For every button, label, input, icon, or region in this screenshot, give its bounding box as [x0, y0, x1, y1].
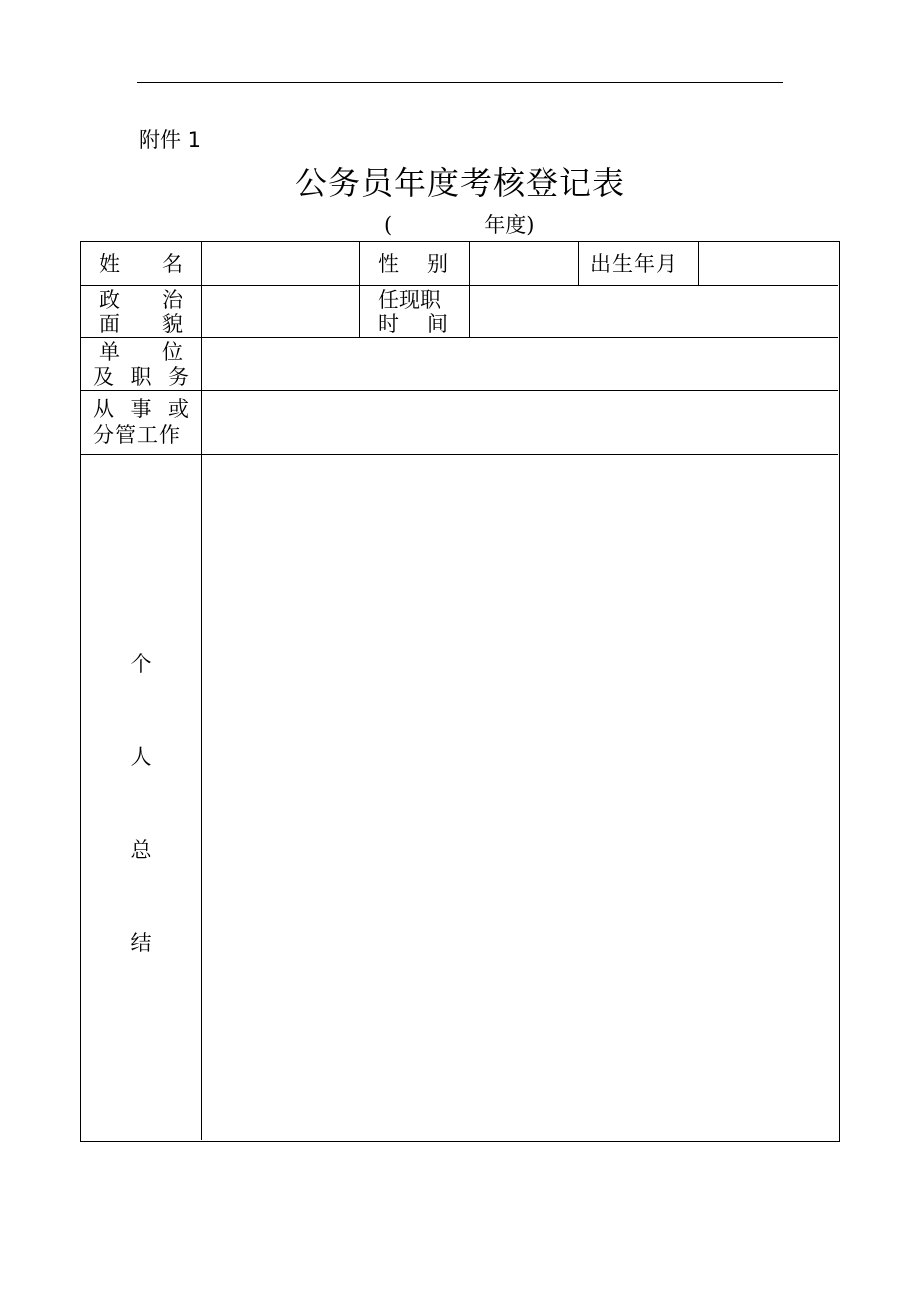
attachment-label: 附件 1 [139, 128, 202, 152]
work-label-line2: 分管工作 [93, 423, 181, 447]
summary-field[interactable] [202, 455, 838, 1140]
work-label-line1: 从 事 或 [93, 397, 189, 421]
summary-label-char: 总 [130, 838, 152, 862]
gender-label: 性 别 [378, 252, 448, 276]
political-field[interactable] [202, 286, 359, 337]
tenure-field[interactable] [470, 286, 838, 337]
summary-label-char: 个 [130, 652, 152, 676]
registration-form [80, 241, 840, 1142]
summary-label-char: 结 [130, 931, 152, 955]
column-separator [578, 242, 579, 285]
political-label-line1: 政 治 [99, 288, 183, 312]
unit-label-line2: 及 职 务 [93, 365, 189, 389]
unit-label-line1: 单 位 [99, 340, 183, 364]
year-close: 年度) [484, 213, 535, 237]
column-separator [359, 242, 360, 337]
birth-label: 出生年月 [590, 252, 678, 276]
year-open: ( [384, 213, 393, 237]
name-field[interactable] [202, 242, 359, 285]
summary-label-char: 人 [130, 745, 152, 769]
name-label: 姓 名 [99, 252, 183, 276]
political-label-line2: 面 貌 [99, 312, 183, 336]
birth-field[interactable] [699, 242, 838, 285]
work-field[interactable] [202, 391, 838, 454]
top-rule [137, 82, 783, 83]
gender-field[interactable] [470, 242, 578, 285]
page-title: 公务员年度考核登记表 [294, 164, 625, 202]
tenure-label-line1: 任现职 [378, 288, 441, 312]
unit-position-field[interactable] [202, 338, 838, 390]
tenure-label-line2: 时 间 [378, 312, 448, 336]
year-line [384, 209, 534, 239]
